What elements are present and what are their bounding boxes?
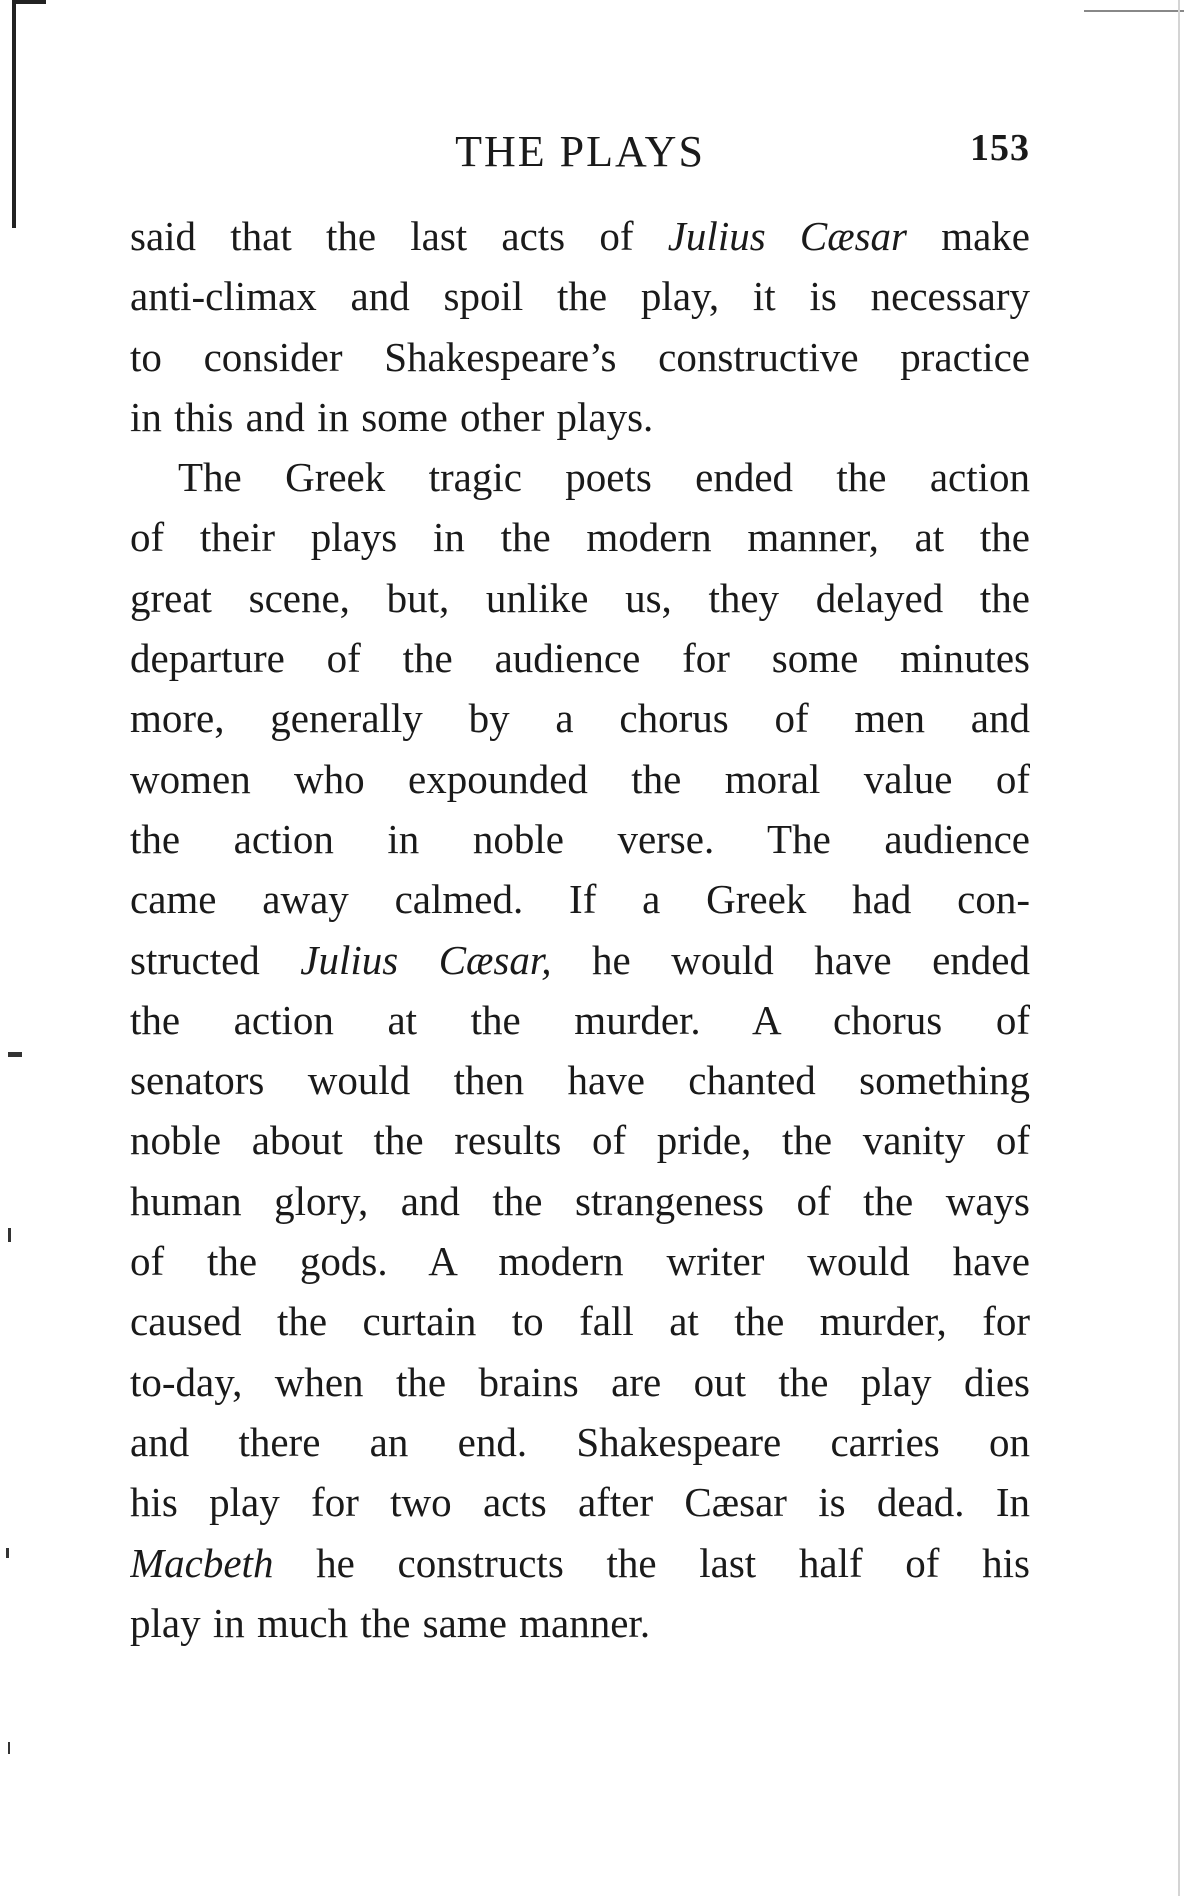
text-segment: of the gods. A modern writer would have [130,1238,1030,1285]
text-segment: The Greek tragic poets ended the action [178,454,1030,501]
text-segment: his play for two acts after Cæsar is dead. In [130,1479,1030,1526]
text-segment: in this and in some other plays. [130,393,654,440]
text-segment: human glory, and the strangeness of the ways [130,1177,1030,1224]
italic-title: Julius Cæsar, [300,936,552,983]
text-segment: and there an end. Shakespeare carries on [130,1418,1030,1465]
text-segment: he would have ended [551,936,1030,983]
text-segment: to-day, when the brains are out the play dies [130,1358,1030,1405]
text-segment: the action at the murder. A chorus of [130,996,1030,1043]
text-line [130,327,1030,387]
text-line [130,869,1030,929]
text-line [130,628,1030,688]
text-segment: departure of the audience for some minutes [130,635,1030,682]
text-segment: anti-climax and spoil the play, it is necessary [130,273,1030,320]
text-segment: he constructs the last half of his [273,1539,1030,1586]
text-line [130,387,1030,447]
text-line [130,809,1030,869]
text-segment: structed [130,936,301,983]
running-title: THE PLAYS [455,127,705,176]
text-segment: more, generally by a chorus of men and [130,695,1030,742]
scan-fleck [6,1548,9,1558]
text-segment: make [907,213,1030,259]
text-segment: great scene, but, unlike us, they delayed the [130,574,1030,621]
text-line [130,1231,1030,1291]
text-line [130,266,1030,326]
scan-fleck [8,1052,22,1057]
text-line [130,568,1030,628]
text-line [130,1291,1030,1351]
body-text [130,206,1030,1653]
text-segment: play in much the same manner. [130,1599,651,1646]
text-segment: women who expounded the moral value of [130,755,1030,802]
text-segment: the action in noble verse. The audience [130,815,1030,862]
text-segment: said that the last acts of [130,213,668,259]
text-line [130,1593,1030,1653]
italic-title: Julius Cæsar [667,213,907,259]
running-head [130,126,1030,182]
text-line [130,507,1030,567]
page-number: 153 [970,127,1030,169]
text-segment: of their plays in the modern manner, at the [130,514,1030,561]
text-line [130,1412,1030,1472]
text-segment: senators would then have chanted something [130,1057,1030,1104]
scan-fleck [8,1228,11,1242]
text-line [130,1050,1030,1110]
text-line [130,1110,1030,1170]
text-line [130,688,1030,748]
scan-fleck [8,1742,10,1754]
scan-edge-rule [1084,10,1184,12]
text-line [130,447,1030,507]
text-line [130,749,1030,809]
text-segment: to consider Shakespeare’s constructive practice [130,333,1030,380]
text-line [130,930,1030,990]
text-line [130,1472,1030,1532]
scan-page-edge [1178,0,1180,1896]
text-segment: noble about the results of pride, the vanity of [130,1117,1030,1164]
scan-corner-mark [12,0,46,228]
text-line [130,1352,1030,1412]
text-line [130,990,1030,1050]
text-line [130,1533,1030,1593]
text-segment: came away calmed. If a Greek had con- [130,876,1030,923]
text-line [130,1171,1030,1231]
italic-title: Macbeth [130,1539,274,1586]
text-line [130,206,1030,266]
text-segment: caused the curtain to fall at the murder, for [130,1298,1030,1345]
